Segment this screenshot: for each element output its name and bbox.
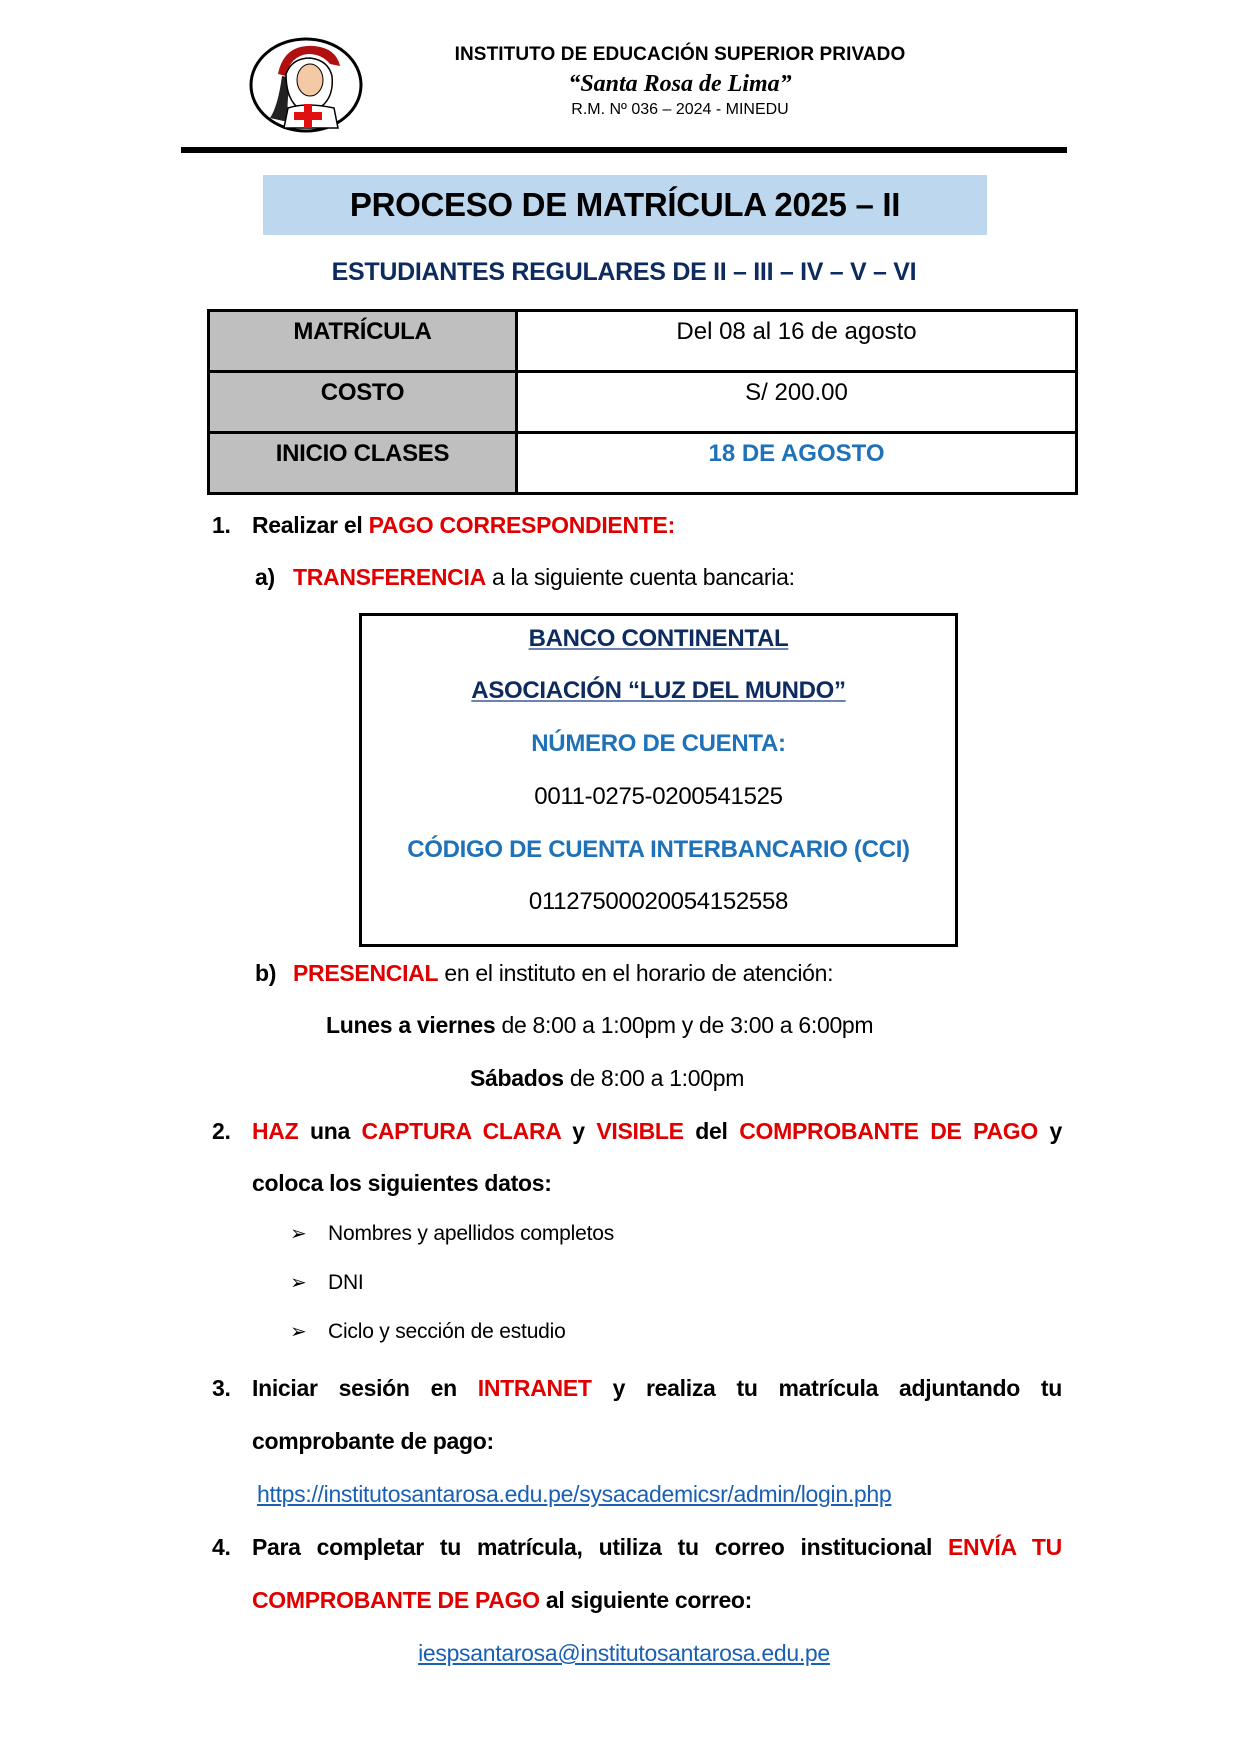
table-row xyxy=(209,433,1077,494)
highlight-text: ENVÍA TU xyxy=(948,1534,1062,1560)
institution-name: INSTITUTO DE EDUCACIÓN SUPERIOR PRIVADO xyxy=(454,44,906,65)
arrow-bullet-icon: ➢ xyxy=(290,1272,307,1294)
table-value-highlight: 18 DE AGOSTO xyxy=(517,433,1077,494)
step-4-line-2: COMPROBANTE DE PAGO al siguiente correo: xyxy=(252,1587,753,1613)
highlight-text: PRESENCIAL xyxy=(293,960,439,986)
highlight-text: PAGO CORRESPONDIENTE: xyxy=(368,512,675,538)
table-label: COSTO xyxy=(209,372,517,433)
table-label: INICIO CLASES xyxy=(209,433,517,494)
page-subtitle: ESTUDIANTES REGULARES DE II – III – IV – V – VI xyxy=(331,258,917,286)
institution-title: “Santa Rosa de Lima” xyxy=(568,71,792,97)
header-divider xyxy=(181,147,1067,153)
sub-step-letter: a) xyxy=(255,564,275,590)
account-holder: ASOCIACIÓN “LUZ DEL MUNDO” xyxy=(471,677,846,704)
step-2-line-2: coloca los siguientes datos: xyxy=(252,1170,552,1196)
step-number: 1. xyxy=(212,512,231,538)
arrow-bullet-icon: ➢ xyxy=(290,1223,307,1245)
list-item: ➢ Nombres y apellidos completos xyxy=(290,1222,614,1245)
step-3: 3. Iniciar sesión en INTRANET y realiza tu matrícula adjuntando tu xyxy=(212,1375,1062,1401)
step-3-line-2: comprobante de pago: xyxy=(252,1428,494,1454)
table-value: Del 08 al 16 de agosto xyxy=(517,311,1077,372)
saint-rosa-logo-icon xyxy=(248,36,364,134)
table-label: MATRÍCULA xyxy=(209,311,517,372)
step-4: 4. Para completar tu matrícula, utiliza tu correo institucional ENVÍA TU xyxy=(212,1534,1062,1560)
step-number: 4. xyxy=(212,1534,231,1560)
bank-account-box xyxy=(359,613,958,947)
page-title: PROCESO DE MATRÍCULA 2025 – II xyxy=(349,186,901,223)
cci-number: 01127500020054152558 xyxy=(528,888,789,915)
step-1b: b) PRESENCIAL en el instituto en el horario de atención: xyxy=(255,960,834,986)
cci-label: CÓDIGO DE CUENTA INTERBANCARIO (CCI) xyxy=(407,836,910,863)
arrow-bullet-icon: ➢ xyxy=(290,1321,307,1343)
list-item: ➢ DNI xyxy=(290,1271,364,1294)
step-number: 3. xyxy=(212,1375,231,1401)
bank-name: BANCO CONTINENTAL xyxy=(528,625,789,652)
step-1a: a) TRANSFERENCIA a la siguiente cuenta bancaria: xyxy=(255,564,795,590)
account-number-label: NÚMERO DE CUENTA: xyxy=(531,730,786,757)
highlight-text: TRANSFERENCIA xyxy=(293,564,486,590)
account-number: 0011-0275-0200541525 xyxy=(534,783,783,810)
intranet-login-link[interactable]: https://institutosantarosa.edu.pe/sysacademicsr/admin/login.php xyxy=(257,1481,892,1507)
highlight-text: INTRANET xyxy=(477,1375,592,1401)
email-link[interactable]: iespsantarosa@institutosantarosa.edu.pe xyxy=(418,1640,830,1666)
step-number: 2. xyxy=(212,1118,231,1144)
ministerial-resolution: R.M. Nº 036 – 2024 - MINEDU xyxy=(571,101,789,118)
enrollment-info-table xyxy=(207,309,1078,495)
step-1: 1. Realizar el PAGO CORRESPONDIENTE: xyxy=(212,512,675,538)
table-row xyxy=(209,372,1077,433)
saturday-hours: Sábados de 8:00 a 1:00pm xyxy=(470,1065,745,1091)
step-2: 2. HAZ una CAPTURA CLARA y VISIBLE del COMPROBANTE DE PAGO y xyxy=(212,1118,1063,1144)
sub-step-letter: b) xyxy=(255,960,277,986)
weekday-hours: Lunes a viernes de 8:00 a 1:00pm y de 3:00 a 6:00pm xyxy=(326,1012,874,1038)
list-item: ➢ Ciclo y sección de estudio xyxy=(290,1320,566,1343)
table-value: S/ 200.00 xyxy=(517,372,1077,433)
table-row xyxy=(209,311,1077,372)
page-title-banner xyxy=(263,175,987,235)
